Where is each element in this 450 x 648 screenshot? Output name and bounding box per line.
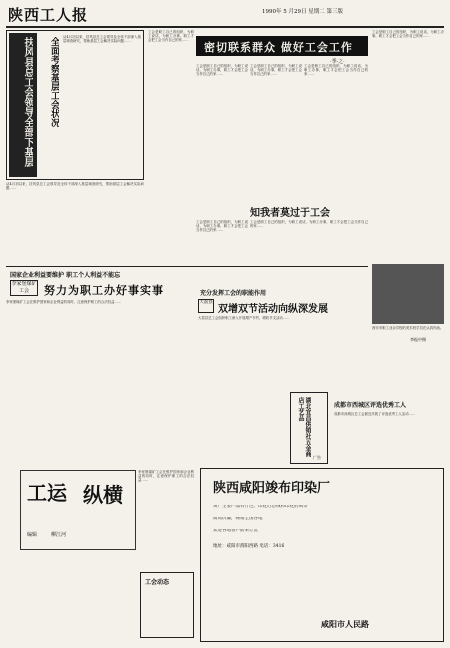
- vertical-ad-text: 湖北宜昌供销社五金商店工艺品: [297, 397, 311, 457]
- vertical-ad: [290, 392, 328, 464]
- ad-line-2: 质高价廉，畅销全国各地: [213, 517, 263, 521]
- photo-caption: 西安市职工业余学校的美术班学员在认真作画。: [372, 326, 444, 330]
- column-dog: [140, 572, 194, 638]
- left-box-vertical-title: 全面考察基层工会状况: [49, 37, 59, 127]
- main-headline: 知我者莫过于工会: [250, 208, 330, 219]
- column-art-title: 纵横: [83, 483, 123, 507]
- main-body-b: 工会是职工自己的组织，为职工说话，为职工办事，职工才会把工会当作自己的家……: [250, 220, 368, 229]
- main-body-a: 工会是职工自己的组织，为职工说话，为职工办事，职工才会把工会当作自己的家……: [196, 220, 248, 233]
- left-col-body: 从4月初以来，扶风县总工会领导及全体干部深入基层调查研究，帮助基层工会解决实际问题……: [6, 182, 144, 191]
- ad-line-3: 欢迎各地客户前来订货: [213, 529, 258, 533]
- dev-side-label: 大荔县: [198, 299, 214, 313]
- column-dog-title: 工会动态: [145, 579, 170, 586]
- col-6-body: 工会是职工自己的组织，为职工说话，为职工办事，职工才会把工会当作自己的家……: [372, 30, 444, 39]
- dev-body: 大荔县总工会组织职工深入开展增产节约、增收节支活动……: [198, 316, 290, 320]
- left-box-headline: 扶风县总工会领导全部下基层: [22, 37, 33, 167]
- center-banner-byline: ·季·之·: [330, 59, 345, 65]
- left-box-body: 从4月初以来，扶风县总工会领导及全体干部深入基层调查研究，帮助基层工会解决实际问题……: [63, 35, 141, 44]
- center-banner: [196, 36, 368, 56]
- mid-rule: [6, 266, 368, 267]
- reform-body: 成都市西城区总工会最近开展了评选优秀工人活动……: [334, 412, 416, 416]
- dev-headline: 双增双节活动向纵深发展: [218, 304, 328, 315]
- column-art-editor: 柳江河: [51, 532, 67, 538]
- dateline: 1990年 5 月29日 星期二 第三版: [262, 9, 343, 15]
- photo-credit: 李振中摄: [410, 337, 426, 342]
- lower-col-body: 李家堡煤矿工会在维护国家和企业利益的同时，注意保护职工的合法权益……: [138, 470, 194, 483]
- dev-kicker: 充分发挥工会的职能作用: [200, 290, 267, 297]
- col-3-body: 工会是职工自己的组织，为职工说话，为职工办事，职工才会把工会当作自己的家……: [196, 64, 248, 77]
- fight-side-label: 李家堡煤矿工会: [11, 281, 37, 294]
- reform-headline: 成都市西城区评选优秀工人: [334, 402, 407, 409]
- fight-body: 李家堡煤矿工会在维护国家和企业利益的同时，注意保护职工的合法权益……: [6, 300, 122, 304]
- photo: [372, 264, 444, 324]
- center-banner-text: 密切联系群众 做好工会工作: [204, 41, 353, 54]
- ad-box: [200, 468, 444, 642]
- vertical-ad-label: 广告: [313, 455, 321, 460]
- ad-line-1: 该厂主要产品有什色、印花灯芯绒和印花府绸等: [213, 505, 308, 509]
- ad-sponsor: 咸阳市人民路: [321, 619, 369, 629]
- masthead-title: 陕西工人报: [8, 6, 89, 24]
- col-5-body: 工会是职工自己的组织，为职工说话，为职工办事，职工才会把工会当作自己的家……: [304, 64, 368, 77]
- column-art: [20, 470, 136, 550]
- col-2-body: 工会是职工自己的组织，为职工说话，为职工办事，职工才会把工会当作自己的家……: [148, 30, 194, 43]
- fight-headline: 努力为职工办好事实事: [44, 284, 164, 297]
- header-rule: [6, 26, 444, 28]
- column-art-label: 工运: [27, 481, 67, 505]
- page-header: [0, 0, 450, 28]
- column-art-editor-label: 编辑: [27, 532, 38, 538]
- left-box-article: [6, 30, 144, 180]
- fight-kicker: 国家企业利益要维护 职工个人利益不能忘: [10, 272, 121, 279]
- ad-title: 陕西咸阳竣布印染厂: [213, 481, 331, 496]
- ad-contact: 地址：咸阳市渭阳西路 电话：3416: [213, 544, 285, 549]
- col-4-body: 工会是职工自己的组织，为职工说话，为职工办事，职工才会把工会当作自己的家……: [250, 64, 302, 77]
